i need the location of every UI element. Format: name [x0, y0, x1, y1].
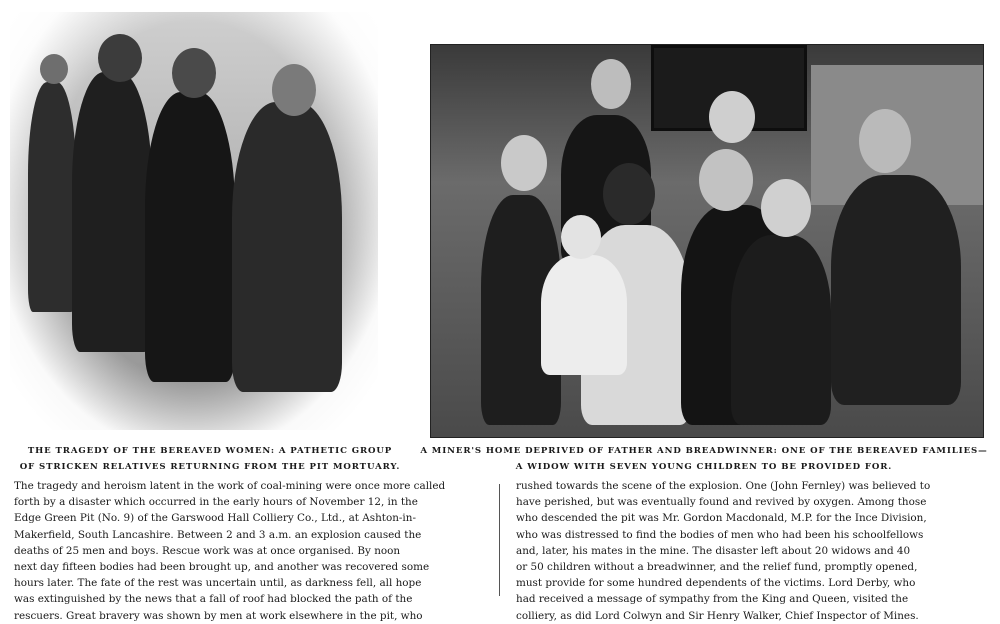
figure-head: [603, 163, 655, 225]
article-line: hours later. The fate of the rest was uncertain until, as darkness fell, all hope: [14, 577, 422, 590]
figure-baby: [541, 255, 627, 375]
caption-line: OF STRICKEN RELATIVES RETURNING FROM THE PIT MORTUARY.: [19, 462, 401, 472]
article-line: must provide for some hundred dependents of the victims. Lord Derby, who: [516, 577, 916, 590]
figure-head: [98, 34, 142, 82]
figure-woman-2: [145, 92, 235, 382]
article-line: was extinguished by the news that a fall of roof had blocked the path of the: [14, 593, 413, 606]
photo-bereaved-women: [10, 12, 378, 430]
article-line: The tragedy and heroism latent in the work of coal-mining were once more called: [14, 480, 446, 492]
figure-head: [709, 91, 755, 143]
article-line: who descended the pit was Mr. Gordon Macdonald, M.P. for the Ince Division,: [516, 512, 927, 525]
article-line: forth by a disaster which occurred in the early hours of November 12, in the: [14, 496, 418, 509]
caption-line: THE TRAGEDY OF THE BEREAVED WOMEN: A PATHETIC GROUP: [27, 446, 393, 456]
figure-boy-small: [731, 235, 831, 425]
caption-line: A MINER'S HOME DEPRIVED OF FATHER AND BREADWINNER: ONE OF THE BEREAVED FAMILIES—: [420, 446, 988, 456]
article-line: rushed towards the scene of the explosion. One (John Fernley) was believed to: [516, 480, 931, 492]
article-line: next day fifteen bodies had been brought up, and another was recovered some: [14, 561, 430, 574]
article-line: Edge Green Pit (No. 9) of the Garswood Hall Colliery Co., Ltd., at Ashton-in-: [14, 512, 416, 525]
figure-head: [501, 135, 547, 191]
column-divider: [499, 484, 500, 596]
article-line: deaths of 25 men and boys. Rescue work was at once organised. By noon: [14, 544, 401, 557]
photo-miners-family: [430, 44, 984, 438]
figure-head: [859, 109, 911, 173]
figure-head: [561, 215, 601, 259]
figure-boy-right: [831, 175, 961, 405]
article-line: rescuers. Great bravery was shown by men at work elsewhere in the pit, who: [14, 609, 423, 622]
figure-head: [591, 59, 631, 109]
article-column-left: [14, 478, 482, 624]
figure-head: [172, 48, 216, 98]
figure-woman-1: [72, 72, 152, 352]
caption-bereaved-women: [14, 443, 406, 475]
figure-head: [761, 179, 811, 237]
article-line: who was distressed to find the bodies of men who had been his schoolfellows: [516, 528, 924, 541]
caption-miners-home: [418, 443, 990, 475]
caption-line: A WIDOW WITH SEVEN YOUNG CHILDREN TO BE PROVIDED FOR.: [515, 462, 893, 472]
figure-man-left: [28, 82, 76, 312]
figure-head: [40, 54, 68, 84]
article-line: colliery, as did Lord Colwyn and Sir Henry Walker, Chief Inspector of Mines.: [516, 609, 919, 622]
article-line: or 50 children without a breadwinner, and the relief fund, promptly opened,: [516, 561, 918, 574]
figure-head: [272, 64, 316, 116]
figure-head: [699, 149, 753, 211]
article-line: Makerfield, South Lancashire. Between 2 and 3 a.m. an explosion caused the: [14, 528, 422, 541]
article-column-right: [516, 478, 986, 624]
article-line: had received a message of sympathy from the King and Queen, visited the: [516, 593, 909, 606]
article-line: and, later, his mates in the mine. The disaster left about 20 widows and 40: [516, 544, 911, 557]
figure-woman-3: [232, 102, 342, 392]
article-line: have perished, but was eventually found and revived by oxygen. Among those: [516, 496, 927, 509]
